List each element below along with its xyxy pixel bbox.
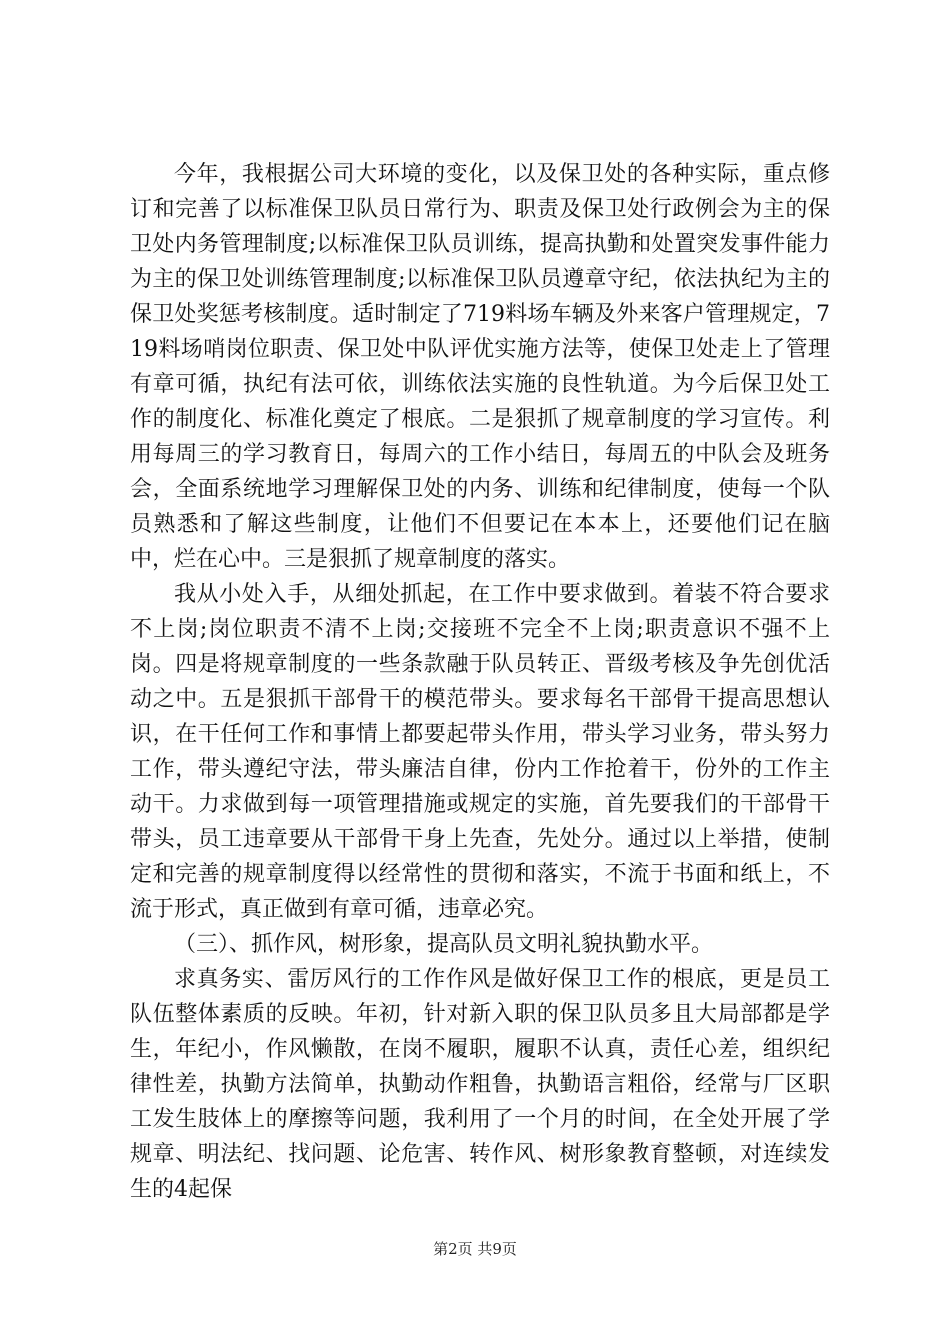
paragraph: 今年，我根据公司大环境的变化，以及保卫处的各种实际，重点修订和完善了以标准保卫队员日常行为、职责及保卫处行政例会为主的保卫处内务管理制度;以标准保卫队员训练，提高执勤和处置突发事件能力为主的保卫处训练管理制度;以标准保卫队员遵章守纪，依法执纪为主的保卫处奖惩考核制度。适时制定了719料场车辆及外来客户管理规定，719料场哨岗位职责、保卫处中队评优实施方法等，使保卫处走上了管理有章可循，执纪有法可依，训练依法实施的良性轨道。为今后保卫处工作的制度化、标准化奠定了根底。二是狠抓了规章制度的学习宣传。利用每周三的学习教育日，每周六的工作小结日，每周五的中队会及班务会，全面系统地学习理解保卫处的内务、训练和纪律制度，使每一个队员熟悉和了解这些制度，让他们不但要记在本本上，还要他们记在脑中，烂在心中。三是狠抓了规章制度的落实。 bbox=[130, 162, 830, 572]
section-heading: （三）、抓作风，树形象，提高队员文明礼貌执勤水平。 bbox=[174, 932, 714, 957]
paragraph: 我从小处入手，从细处抓起，在工作中要求做到。着装不符合要求不上岗;岗位职责不清不上岗;交接班不完全不上岗;职责意识不强不上岗。四是将规章制度的一些条款融于队员转正、晋级考核及争先创优活动之中。五是狠抓干部骨干的模范带头。要求每名干部骨干提高思想认识，在干任何工作和事情上都要起带头作用，带头学习业务，带头努力工作，带头遵纪守法，带头廉洁自律，份内工作抢着干，份外的工作主动干。力求做到每一项管理措施或规定的实施，首先要我们的干部骨干带头，员工违章要从干部骨干身上先查，先处分。通过以上举措，使制定和完善的规章制度得以经常性的贯彻和落实，不流于书面和纸上，不流于形式，真正做到有章可循，违章必究。 bbox=[130, 582, 830, 922]
paragraph: 求真务实、雷厉风行的工作作风是做好保卫工作的根底，更是员工队伍整体素质的反映。年初，针对新入职的保卫队员多且大局部都是学生，年纪小，作风懒散，在岗不履职，履职不认真，责任心差，组织纪律性差，执勤方法简单，执勤动作粗鲁，执勤语言粗俗，经常与厂区职工发生肢体上的摩擦等问题，我利用了一个月的时间，在全处开展了学规章、明法纪、找问题、论危害、转作风、树形象教育整顿，对连续发生的4起保 bbox=[130, 967, 830, 1202]
document-body bbox=[130, 157, 830, 1207]
page-number-footer: 第2页 共9页 bbox=[433, 1240, 517, 1258]
